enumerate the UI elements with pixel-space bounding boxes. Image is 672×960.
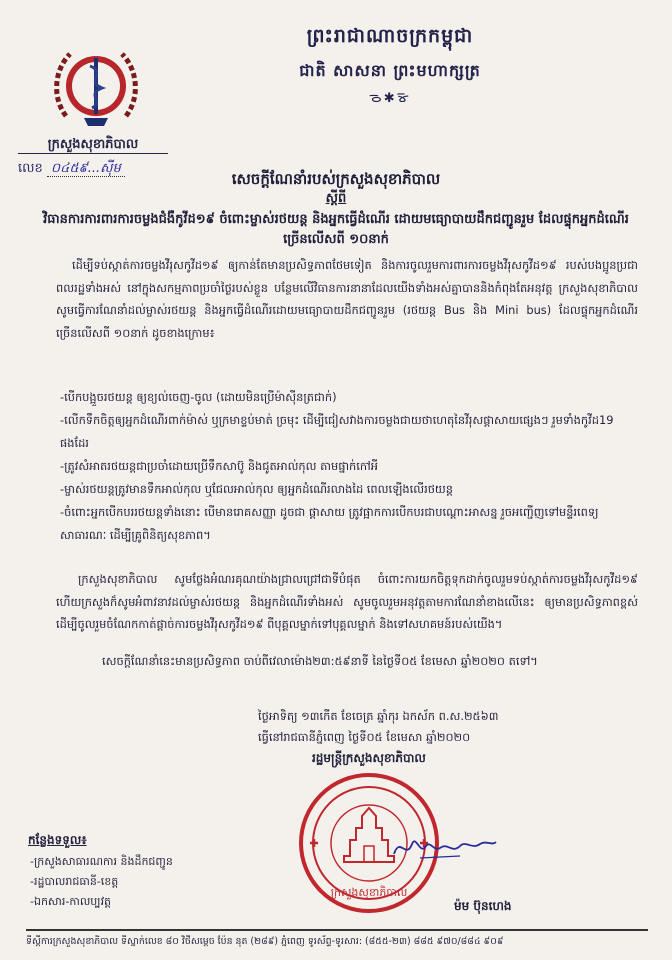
lunar-date: ថ្ងៃអាទិត្យ ១៣កើត ខែចេត្រ ឆ្នាំកុរ ឯកស័ក ព.ស.២៥៦៣: [258, 709, 499, 723]
intro-paragraph: ដើម្បីទប់ស្កាត់ការចម្លងវីរុសកូវីដ១៩ ឲ្យកាន់តែមានប្រសិទ្ធភាពថែមទៀត និងការចូលរួមការពារការចម្លងវីរុសកូវីដ១៩ របស់បងប្អូនប្រជាពលរដ្ឋទាំងអស់ នៅក្នុងសកម្មភាពប្រចាំថ្ងៃរបស់ខ្លួន បន្ថែមលើវិធានការនានាដែលយើងទាំងអស់គ្នាបាននិងកំពុងតែអនុវត្ត ក្រសួងសុខាភិបាលសូមធ្វើការណែនាំដល់ម្ចាស់រថយន្ត និងអ្នកធ្វើដំណើរដោយមធ្យោបាយដឹកជញ្ជូនរួម (រថយន្ត Bus និង Mini bus) ដែលផ្ទុកអ្នកដំណើរច្រើនលើសពី ១០នាក់ ដូចខាងក្រោម៖: [56, 258, 638, 340]
ministry-logo: [46, 38, 146, 138]
recipient-item: -ឯកសារ-កាលប្បវត្ត: [30, 895, 112, 908]
recipients-heading: កន្លែងទទួល៖: [28, 833, 87, 847]
signer-title: រដ្ឋមន្ត្រីក្រសួងសុខាភិបាល: [312, 751, 426, 765]
measure-item: -លើកទឹកចិត្តឲ្យអ្នកដំណើរពាក់ម៉ាស់ ឬក្រមាខ្ទប់មាត់ ច្រមុះ ដើម្បីជៀសវាងការចម្លងជាយថាហេតុនៃវីរុសផ្តាសាយផ្សេងៗ រួមទាំងកូវីដ19 ផងដែរ: [60, 413, 614, 450]
handwritten-signature: [390, 826, 500, 866]
signer-name: ម៉ម ប៊ុនហេង: [454, 899, 512, 913]
ministry-underline: [18, 153, 168, 154]
document-subtitle-regarding: ស្តីពី: [325, 191, 347, 206]
footer-address: ទីស្តីការក្រសួងសុខាភិបាល ទីស្នាក់លេខ ៨០ វិថីសម្តេច ប៉ែន នុត (២៨៩) ភ្នំពេញ ទូរស័ព្ទ-ទូរសារ: (៨៥៥-២៣) ៨៨៥ ៩៧០/៨៨៤ ៩០៩: [26, 936, 504, 947]
effective-date-paragraph: សេចក្តីណែនាំនេះមានប្រសិទ្ធភាព ចាប់ពីវេលាម៉ោង២៣:៥៩នាទី នៃថ្ងៃទី០៥ ខែមេសា ឆ្នាំ២០២០ តទៅ។: [102, 654, 538, 668]
recipients-list: [30, 852, 173, 912]
reference-prefix: លេខ: [18, 161, 43, 176]
document-title: សេចក្តីណែនាំរបស់ក្រសួងសុខាភិបាល: [231, 170, 441, 188]
measure-item: -ម្ចាស់រថយន្តត្រូវមានទឹកអាល់កុល ឬជែលអាល់កុល ឲ្យអ្នកដំណើរលាងដៃ ពេលឡើងលើរថយន្ត: [60, 482, 454, 496]
national-motto: ជាតិ សាសនា ព្រះមហាក្សត្រ: [299, 61, 481, 80]
solar-date: ធ្វើនៅរាជធានីភ្នំពេញ ថ្ងៃទី០៥ ខែមេសា ឆ្នាំ២០២០: [258, 730, 471, 744]
header-ornament: ᯉ✱ᯊ: [368, 91, 412, 106]
appeal-paragraph: ក្រសួងសុខាភិបាល សូមថ្លែងអំណរគុណយ៉ាងជ្រាលជ្រៅជាទីបំផុត ចំពោះការយកចិត្តទុកដាក់ចូលរួមទប់ស្កាត់ការចម្លងវីរុសកូវីដ១៩ ហើយក្រសួងក៏សូមអំពាវនាវដល់ម្ចាស់រថយន្ត និងអ្នកដំណើរទាំងអស់ សូមចូលរួមអនុវត្តតាមការណែនាំខាងលើនេះ ឲ្យមានប្រសិទ្ធភាពខ្ពស់ ដើម្បីចូលរួមចំណែកកាត់ផ្តាច់ការចម្លងវីរុសកូវីដ១៩ ពីបុគ្គលម្នាក់ទៅបុគ្គលម្នាក់ និងទៅសហគមន៍របស់យើង។: [56, 572, 638, 631]
document-subject: វិធានការការពារការចម្លងជំងឺកូវីដ១៩ ចំពោះម្ចាស់រថយន្ត និងអ្នកធ្វើដំណើរ ដោយមធ្យោបាយដឹកជញ្ជូនរួម ដែលផ្ទុកអ្នកដំណើរច្រើនលើសពី ១០នាក់: [43, 212, 629, 247]
measure-item: -ចំពោះអ្នកបើកបររថយន្តទាំងនោះ បើមានរោគសញ្ញា ដូចជា ផ្តាសាយ ត្រូវផ្អាកការបើកបរជាបណ្តោះអាសន្ន រួចអញ្ជើញទៅមន្ទីរពេទ្យសាធារណៈ ដើម្បីគ្រូពិនិត្យសុខភាព។: [60, 505, 599, 542]
seal-text: ក្រសួងសុខាភិបាល: [330, 886, 408, 899]
footer-divider: [26, 929, 648, 931]
signature-icon: [390, 826, 500, 866]
recipient-item: -រដ្ឋបាលរាជធានី-ខេត្ត: [30, 875, 119, 888]
measure-item: -ត្រូវសំអាតរថយន្តជាប្រចាំដោយប្រើទឹកសាប៊ូ និងជូតអាល់កុល តាមផ្នាក់កៅអី: [60, 459, 378, 473]
measures-list: [60, 386, 638, 547]
caduceus-emblem-icon: [46, 38, 146, 138]
kingdom-heading: ព្រះរាជាណាចក្រកម្ពុជា: [306, 25, 474, 47]
measure-item: -បើកបង្អួចរថយន្ត ឲ្យខ្យល់ចេញ-ចូល (ដោយមិនប្រើម៉ាស៊ីនត្រជាក់): [60, 390, 337, 404]
date-block: [258, 706, 648, 748]
reference-value: ០៤៥៩...ស៊ីម: [47, 161, 125, 177]
recipient-item: -ក្រសួងសាធារណការ និងដឹកជញ្ជូន: [30, 855, 173, 868]
ministry-name: ក្រសួងសុខាភិបាល: [47, 137, 139, 152]
